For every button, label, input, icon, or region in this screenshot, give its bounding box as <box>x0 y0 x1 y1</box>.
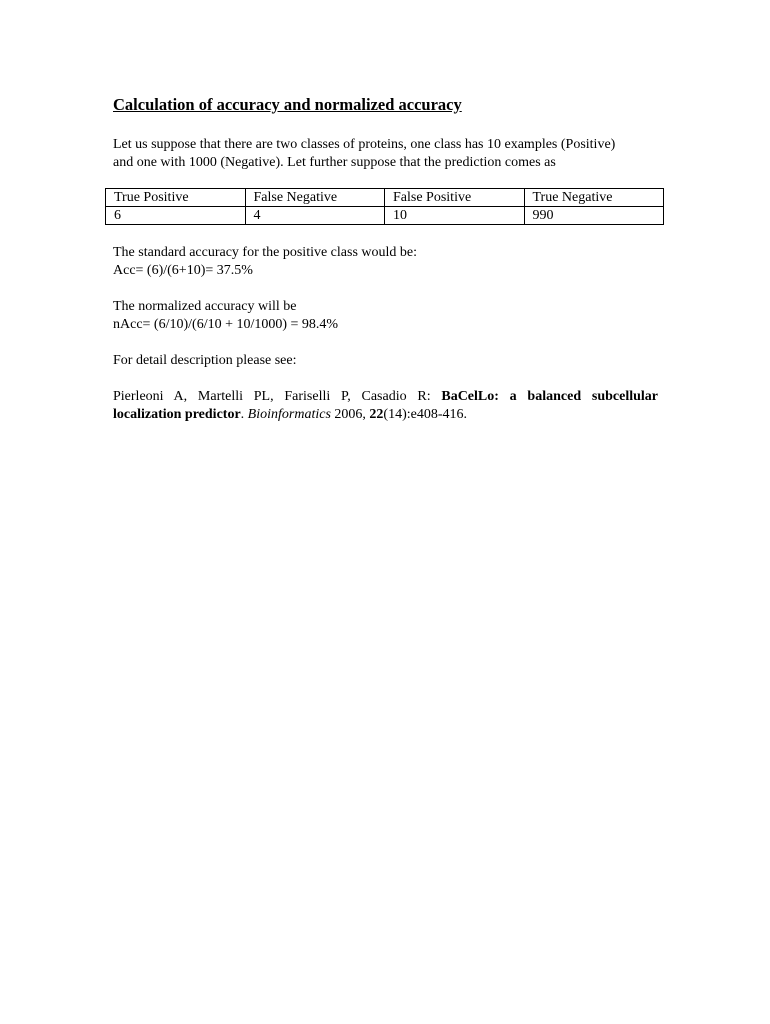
reference-line-2 <box>113 406 658 424</box>
reference-year: 2006, <box>330 407 370 422</box>
page-title: Calculation of accuracy and normalized accuracy <box>113 95 462 114</box>
standard-accuracy-formula: Acc= (6)/(6+10)= 37.5% <box>113 263 253 278</box>
reference-pages: (14):e408-416. <box>383 407 467 422</box>
normalized-accuracy-formula: nAcc= (6/10)/(6/10 + 10/1000) = 98.4% <box>113 317 339 332</box>
value-true-negative: 990 <box>524 207 664 225</box>
document-body <box>113 94 658 172</box>
normalized-accuracy-block <box>113 298 658 334</box>
value-false-positive: 10 <box>385 207 525 225</box>
reference-title-part2: localization predictor <box>113 407 241 422</box>
intro-line-1: Let us suppose that there are two classes of proteins, one class has 10 examples (Positive) <box>113 137 616 152</box>
reference-after-title: . <box>240 407 248 422</box>
header-false-positive: False Positive <box>385 189 525 207</box>
standard-accuracy-block <box>113 244 658 280</box>
value-false-negative: 4 <box>245 207 385 225</box>
standard-accuracy-label: The standard accuracy for the positive class would be: <box>113 245 418 260</box>
table-row <box>106 207 664 225</box>
header-true-positive: True Positive <box>106 189 246 207</box>
reference-authors: Pierleoni A, Martelli PL, Fariselli P, Casadio R: <box>113 389 442 404</box>
intro-line-2: and one with 1000 (Negative). Let further suppose that the prediction comes as <box>113 155 556 170</box>
reference-block <box>113 388 658 424</box>
normalized-accuracy-label: The normalized accuracy will be <box>113 299 297 314</box>
confusion-table <box>105 188 664 225</box>
value-true-positive: 6 <box>106 207 246 225</box>
table-header-row <box>106 189 664 207</box>
reference-title-part1: BaCelLo: a balanced subcellular <box>441 389 658 404</box>
header-true-negative: True Negative <box>524 189 664 207</box>
header-false-negative: False Negative <box>245 189 385 207</box>
reference-line-1 <box>113 388 658 406</box>
detail-text: For detail description please see: <box>113 353 297 368</box>
detail-block <box>113 352 658 370</box>
reference-journal: Bioinformatics <box>247 407 331 422</box>
reference-volume: 22 <box>369 407 384 422</box>
